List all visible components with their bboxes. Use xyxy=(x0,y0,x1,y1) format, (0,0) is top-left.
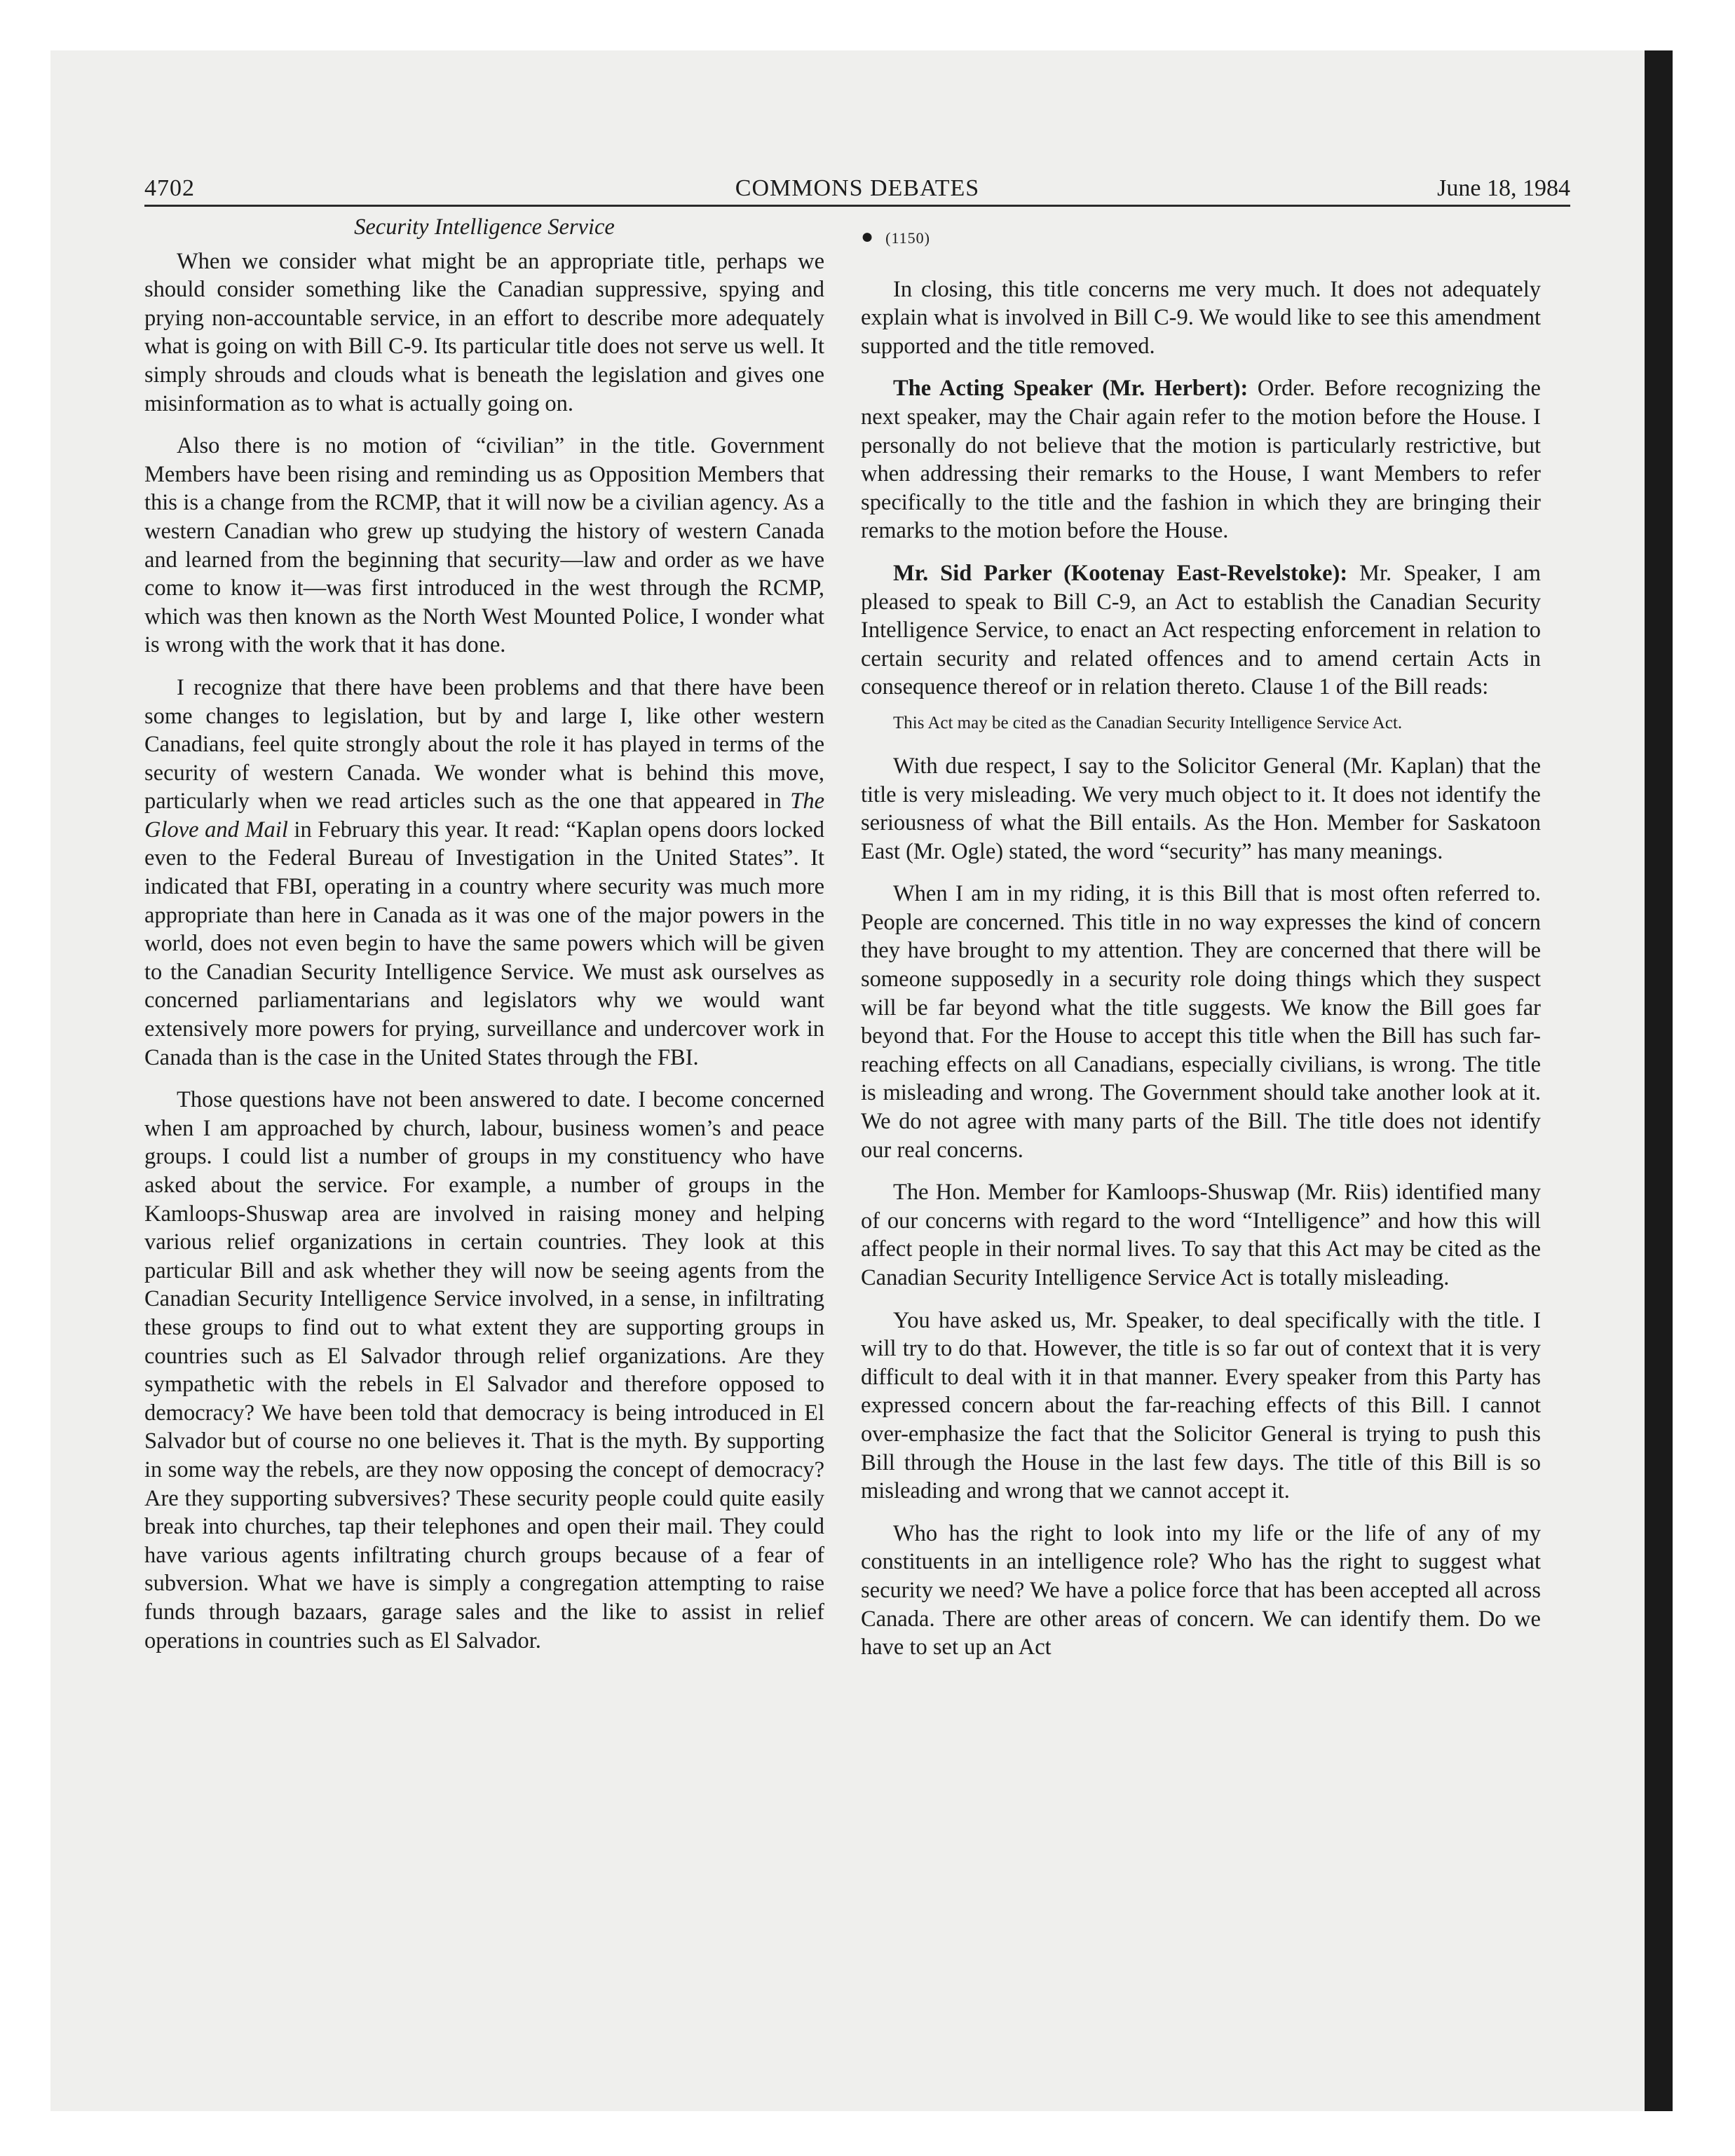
bullet-icon: ● xyxy=(861,225,875,248)
publication-name: The Glove and Mail xyxy=(144,789,824,842)
time-marker-text: (1150) xyxy=(885,229,930,247)
paragraph-text: I recognize that there have been problems and that there have been some changes to legislation, but by and large I, like other western Canadians, feel quite strongly about the role it has played in terms of the security of western Canada. We wonder what is behind this move, particularly when we read articles such as the one that appeared in xyxy=(144,674,824,814)
paragraph: Those questions have not been answered to date. I become concerned when I am approached by church, labour, business women’s and peace groups. I could list a number of groups in my constituency who have asked about the service. For example, a number of groups in the Kamloops-Shuswap area are involved in raising money and helping various relief organizations in certain countries. They look at this particular Bill and ask whether they will now be seeing agents from the Canadian Security Intelligence Service involved, in a sense, in infiltrating these groups to find out to what extent they are supporting groups in countries such as El Salvador through relief organizations. Are they sympathetic with the rebels in El Salvador and therefore opposed to democracy? We have been told that democracy is being introduced in El Salvador but of course no one believes it. That is the myth. By supporting in some way the rebels, are they now opposing the concept of democracy? Are they supporting subversives? These security people could quite easily break into churches, tap their telephones and open their mail. They could have various agents infiltrating church groups because of a fear of subversion. What we have is simply a congregation attempting to raise funds through bazaars, garage sales and the like to assist in relief operations in countries such as El Salvador. xyxy=(144,1087,824,1653)
paragraph xyxy=(861,374,1541,545)
page-date: June 18, 1984 xyxy=(1437,175,1570,201)
paragraph: Also there is no motion of “civilian” in the title. Government Members have been rising and reminding us as Opposition Members that this is a change from the RCMP, that it will now be a civilian agency. As a western Canadian who grew up studying the history of western Canada and learned from the beginning that security—law and order as we have come to know it—was first introduced in the west through the RCMP, which was then known as the North West Mounted Police, I wonder what is wrong with the work that it has done. xyxy=(144,433,824,658)
paragraph: In closing, this title concerns me very much. It does not adequately explain what is involved in Bill C-9. We would like to see this amendment supported and the title removed. xyxy=(861,276,1541,359)
speaker-text: Mr. Speaker, I am pleased to speak to Bill C-9, an Act to establish the Canadian Security Intelligence Service, to enact an Act respecting enforcement in relation to certain security and related offences and to amend certain Acts in consequence thereof or in relation thereto. Clause 1 of the Bill reads: xyxy=(861,560,1541,700)
speaker-text: Order. Before recognizing the next speaker, may the Chair again refer to the motion before the House. I personally do not believe that the motion is particularly restrictive, but when addressing their remarks to the House, I want Members to refer specifically to the title and the fashion in which they are bringing their remarks to the motion before the House. xyxy=(861,376,1541,544)
paragraph-text: in February this year. It read: “Kaplan opens doors locked even to the Federal Bureau of Investigation in the United States”. It indicated that FBI, operating in a country where security was much more appropriate than here in Canada as it was one of the major powers in the world, does not even begin to have the same powers which will be given to the Canadian Security Intelligence Service. We must ask ourselves as concerned parliamentarians and legislators why we would want extensively more powers for prying, surveillance and undercover work in Canada than is the case in the United States through the FBI. xyxy=(144,817,824,1070)
paragraph: When I am in my riding, it is this Bill that is most often referred to. People are concerned. This title in no way expresses the kind of concern they have brought to my attention. They are concerned that there will be someone supposedly in a security role doing things which they suspect will be far beyond what the title suggests. We know the Bill goes far beyond that. For the House to accept this title when the Bill has such far-reaching effects on all Canadians, especially civilians, is wrong. The title is misleading and wrong. The Government should take another look at it. We do not agree with many parts of the Bill. The title does not identify our real concerns. xyxy=(861,881,1541,1163)
paragraph: Who has the right to look into my life or the life of any of my constituents in an intelligence role? Who has the right to suggest what security we need? We have a police force that has been accepted all across Canada. There are other areas of concern. We can identify them. Do we have to set up an Act xyxy=(861,1520,1541,1660)
time-marker xyxy=(861,223,1541,253)
speaker-name: Mr. Sid Parker (Kootenay East-Revelstoke): xyxy=(893,560,1348,586)
scan-edge-bar xyxy=(1645,50,1673,2111)
paragraph xyxy=(861,559,1541,702)
bill-quote: This Act may be cited as the Canadian Security Intelligence Service Act. xyxy=(893,713,1403,732)
page-number: 4702 xyxy=(144,175,195,201)
paragraph: When we consider what might be an appropriate title, perhaps we should consider something like the Canadian suppressive, spying and prying non-accountable service, in an effort to describe more adequately what is going on with Bill C-9. Its particular title does not serve us well. It simply shrouds and clouds what is beneath the legislation and gives one misinformation as to what is actually going on. xyxy=(144,248,824,416)
publication-title: COMMONS DEBATES xyxy=(735,175,980,201)
paragraph: With due respect, I say to the Solicitor General (Mr. Kaplan) that the title is very misleading. We very much object to it. It does not identify the seriousness of what the Bill entails. As the Hon. Member for Saskatoon East (Mr. Ogle) stated, the word “security” has many meanings. xyxy=(861,753,1541,864)
speaker-name: The Acting Speaker (Mr. Herbert): xyxy=(893,376,1248,402)
paragraph xyxy=(144,674,824,1072)
left-column xyxy=(144,213,824,1669)
section-title: Security Intelligence Service xyxy=(354,214,615,240)
right-column xyxy=(861,213,1541,1676)
paragraph: You have asked us, Mr. Speaker, to deal specifically with the title. I will try to do that. However, the title is so far out of context that it is very difficult to deal with it in that manner. Every speaker from this Party has expressed concern about the far-reaching effects of this Bill. I cannot over-emphasize the fact that the Solicitor General is trying to push this Bill through the House in the last few days. The title of this Bill is so misleading and wrong that we cannot accept it. xyxy=(861,1307,1541,1504)
paragraph: The Hon. Member for Kamloops-Shuswap (Mr. Riis) identified many of our concerns with regard to the word “Intelligence” and how this will affect people in their normal lives. To say that this Act may be cited as the Canadian Security Intelligence Service Act is totally misleading. xyxy=(861,1180,1541,1290)
page-header xyxy=(144,167,1570,207)
